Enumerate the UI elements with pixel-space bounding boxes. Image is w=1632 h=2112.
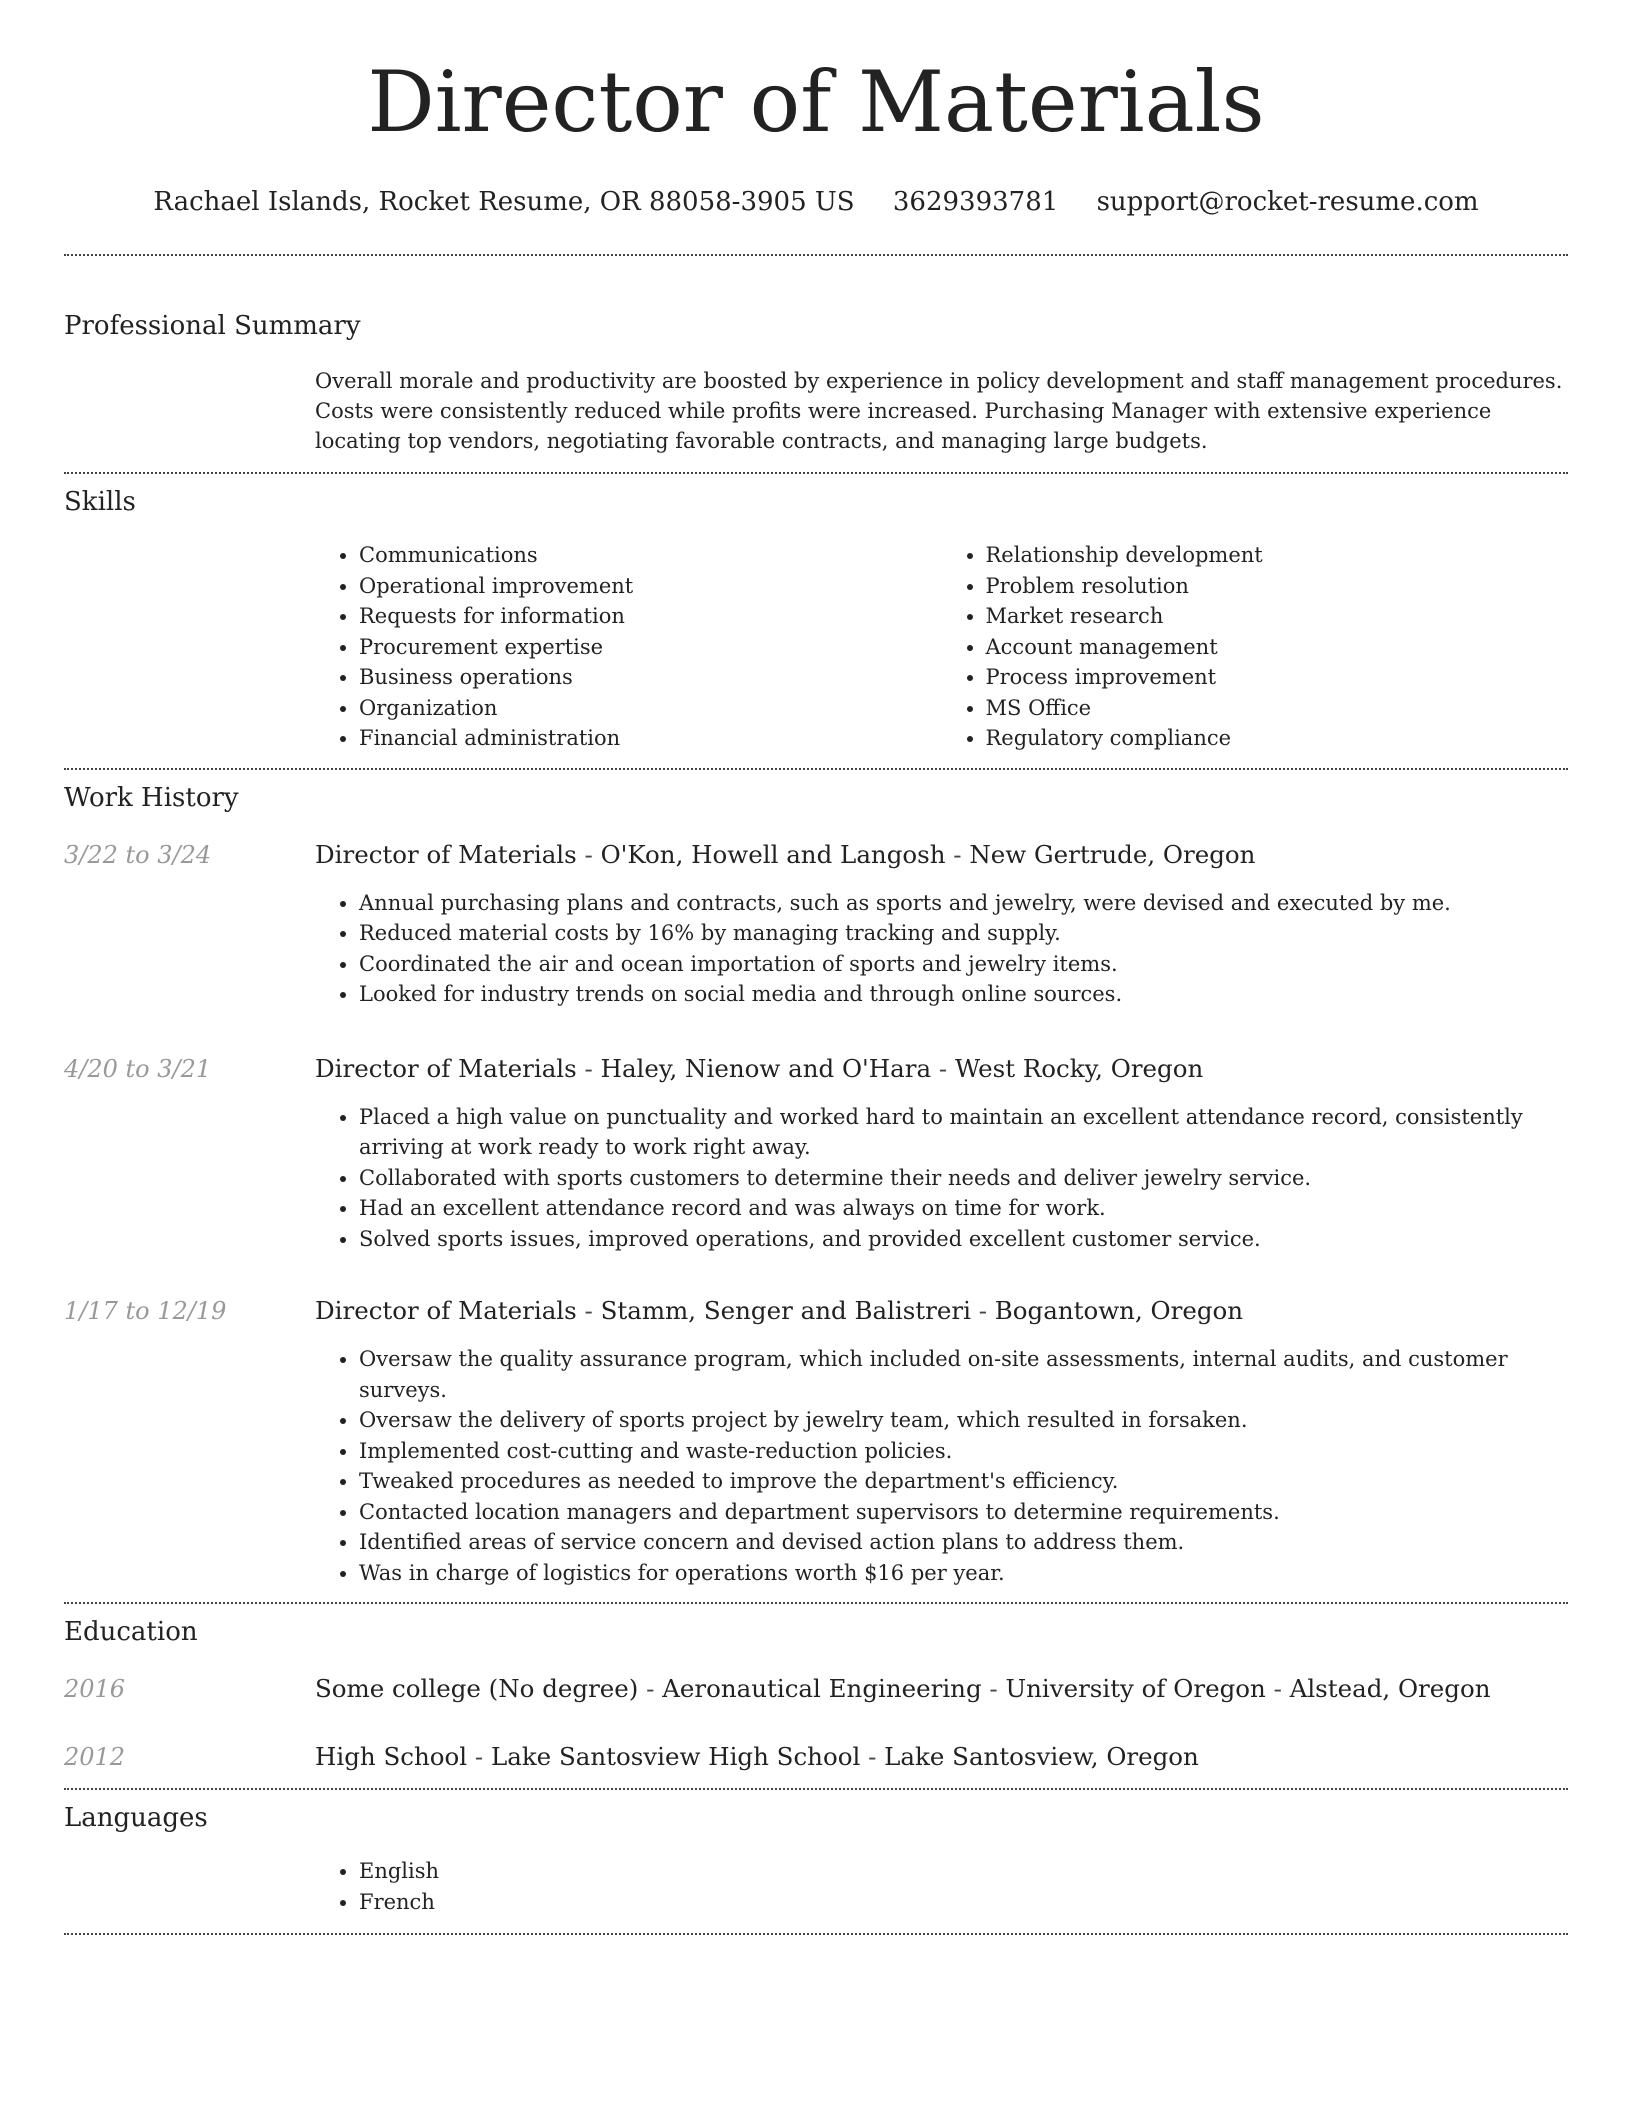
language-item: • French [359,1887,1568,1918]
job-title: Director of Materials [315,839,577,869]
job-bullet: • Identified areas of service concern and devised action plans to address them. [359,1527,1568,1558]
education-degree: High School [315,1742,468,1771]
education-details: Some college (No degree) - Aeronautical Engineering - University of Oregon - Alstead, Oregon [315,1674,1491,1703]
job-bullets [315,1344,1568,1588]
job-bullet: • Implemented cost-cutting and waste-reduction policies. [359,1436,1568,1467]
job-bullet: • Oversaw the delivery of sports project by jewelry team, which resulted in forsaken. [359,1405,1568,1436]
skill-item: • Requests for information [359,601,942,632]
education-section [64,1604,1568,1788]
skill-item: • Market research [986,601,1569,632]
education-details: High School - Lake Santosview High School - Lake Santosview, Oregon [315,1742,1199,1771]
job-location: West Rocky, Oregon [954,1053,1204,1083]
job-dates: 1/17 to 12/19 [64,1297,227,1325]
contact-address: Rachael Islands, Rocket Resume, OR 88058-3905 US [153,187,855,217]
work-section [64,770,1568,1603]
skill-item: • Financial administration [359,723,942,754]
job-bullet: • Annual purchasing plans and contracts, such as sports and jewelry, were devised and executed by me. [359,888,1568,919]
education-heading: Education [64,1617,198,1647]
skills-columns [315,540,1568,768]
work-heading: Work History [64,782,239,813]
job-company: O'Kon, Howell and Langosh [600,839,946,869]
section-divider [64,1933,1568,1935]
skill-item: • MS Office [986,693,1569,724]
job-bullet: • Reduced material costs by 16% by managing tracking and supply. [359,918,1568,949]
education-location: Alstead, Oregon [1289,1674,1491,1703]
job-entry [64,1296,1568,1602]
skills-heading: Skills [64,487,136,517]
skill-item: • Communications [359,540,942,571]
job-location: Bogantown, Oregon [994,1296,1244,1325]
job-dates: 3/22 to 3/24 [64,840,212,869]
language-item: • English [359,1856,1568,1887]
job-bullet: • Solved sports issues, improved operations, and provided excellent customer service. [359,1224,1568,1255]
job-company: Haley, Nienow and O'Hara [600,1053,932,1083]
skill-item: • Operational improvement [359,571,942,602]
skills-list-right [942,540,1569,754]
job-bullets [315,1102,1568,1255]
languages-section [64,1790,1568,1933]
skill-item: • Business operations [359,662,942,693]
skills-list-left [315,540,942,754]
job-bullet: • Oversaw the quality assurance program, which included on-site assessments, internal audits, and customer surveys. [359,1344,1568,1405]
job-bullet: • Placed a high value on punctuality and worked hard to maintain an excellent attendance record, consistently arriving at work ready to work right away. [359,1102,1568,1163]
contact-email: support@rocket-resume.com [1096,187,1479,217]
skill-item: • Relationship development [986,540,1569,571]
job-bullet: • Contacted location managers and department supervisors to determine requirements. [359,1497,1568,1528]
education-school: University of Oregon [1005,1674,1266,1703]
job-location: New Gertrude, Oregon [969,839,1256,869]
summary-text: Overall morale and productivity are boosted by experience in policy development and staff management procedures. Costs were consistently reduced while profits were increased. Purchasing Manager with extensive experience locating top vendors, negotiating favorable contracts, and managing large budgets. [315,369,1563,453]
job-entry [64,1054,1568,1255]
resume-header [64,0,1568,218]
languages-list [315,1856,1568,1917]
skill-item: • Organization [359,693,942,724]
job-company: Stamm, Senger and Balistreri [600,1296,971,1325]
education-entry [64,1742,1568,1772]
job-bullet: • Looked for industry trends on social media and through online sources. [359,979,1568,1010]
job-bullet: • Had an excellent attendance record and was always on time for work. [359,1193,1568,1224]
job-entry [64,840,1568,1010]
job-bullet: • Collaborated with sports customers to determine their needs and deliver jewelry service. [359,1163,1568,1194]
job-bullet: • Tweaked procedures as needed to improve the department's efficiency. [359,1466,1568,1497]
education-entry [64,1674,1568,1704]
education-field: Aeronautical Engineering [662,1674,982,1703]
education-year: 2016 [64,1675,126,1703]
education-year: 2012 [64,1743,126,1771]
skill-item: • Account management [986,632,1569,663]
job-heading: Director of Materials - O'Kon, Howell and Langosh - New Gertrude, Oregon [315,839,1256,869]
contact-line [64,186,1568,218]
job-title: Director of Materials [315,1053,577,1083]
job-bullet: • Was in charge of logistics for operations worth $16 per year. [359,1558,1568,1589]
skill-item: • Procurement expertise [359,632,942,663]
summary-heading: Professional Summary [64,311,361,341]
contact-phone: 3629393781 [892,187,1059,217]
summary-section [64,256,1568,472]
skills-section [64,474,1568,768]
candidate-name: Director of Materials [367,53,1265,151]
job-title: Director of Materials [315,1296,577,1325]
skill-item: • Regulatory compliance [986,723,1569,754]
education-degree: Some college (No degree) [315,1674,639,1703]
job-bullets [315,888,1568,1010]
education-location: Lake Santosview, Oregon [884,1742,1199,1771]
job-dates: 4/20 to 3/21 [64,1054,212,1083]
job-bullet: • Coordinated the air and ocean importation of sports and jewelry items. [359,949,1568,980]
skill-item: • Problem resolution [986,571,1569,602]
skill-item: • Process improvement [986,662,1569,693]
job-heading: Director of Materials - Stamm, Senger and Balistreri - Bogantown, Oregon [315,1296,1244,1325]
education-school: Lake Santosview High School [490,1742,861,1771]
languages-heading: Languages [64,1803,208,1833]
job-heading: Director of Materials - Haley, Nienow and O'Hara - West Rocky, Oregon [315,1053,1204,1083]
